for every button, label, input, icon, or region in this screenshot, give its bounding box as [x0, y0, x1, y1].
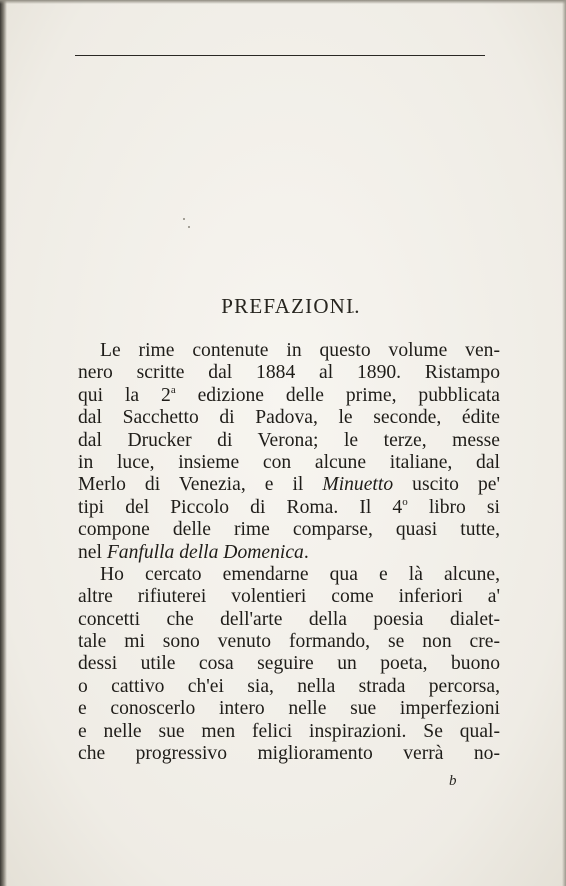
text-line: nel Fanfulla della Domenica.	[78, 541, 309, 563]
page-left-edge-shadow	[0, 0, 7, 886]
text-line: tipi del Piccolo di Roma. Il 4$^o$ libro si	[78, 495, 500, 518]
superscript: o	[402, 495, 408, 508]
text-line: o cattivo ch'ei sia, nella strada percorsa,	[78, 675, 500, 697]
text-line: Ho cercato emendarne qua e là alcune,	[100, 563, 500, 585]
italic-title: Minuetto	[322, 474, 394, 496]
text-line: qui la 2$^a$ edizione delle prime, pubblicata	[78, 383, 501, 406]
text-line: e conoscerlo intero nelle sue imperfezioni	[78, 698, 500, 720]
paper-speck	[188, 226, 190, 228]
page-right-edge-shadow	[562, 0, 566, 886]
text-line: Merlo di Venezia, e il Minuetto uscito pe'	[78, 474, 500, 496]
text-line: concetti che dell'arte della poesia dialet-	[78, 608, 500, 630]
superscript: a	[170, 383, 176, 396]
paper-speck	[183, 218, 185, 220]
preface-text	[78, 340, 500, 765]
page-heading: PREFAZIONI.	[221, 294, 361, 318]
text-line: che progressivo miglioramento verrà no-	[78, 743, 500, 765]
header-rule	[75, 55, 485, 56]
italic-title: Fanfulla della Domenica	[106, 541, 304, 563]
text-line: Le rime contenute in questo volume ven-	[100, 340, 500, 361]
text-line: tale mi sono venuto formando, se non cre-	[78, 631, 500, 653]
text-line: in luce, insieme con alcune italiane, dal	[78, 451, 500, 473]
text-line: dal Drucker di Verona; le terze, messe	[78, 429, 500, 451]
text-line: e nelle sue men felici inspirazioni. Se qual-	[78, 720, 500, 742]
text-line: dal Sacchetto di Padova, le seconde, édite	[78, 407, 500, 429]
text-line: altre rifiuterei volentieri come inferiori a'	[78, 586, 500, 608]
signature-mark: b	[449, 773, 457, 789]
page-top-edge-shadow	[0, 0, 566, 4]
text-line: compone delle rime comparse, quasi tutte,	[78, 519, 500, 541]
text-line: dessi utile cosa seguire un poeta, buono	[78, 653, 500, 675]
text-line: nero scritte dal 1884 al 1890. Ristampo	[78, 362, 500, 384]
